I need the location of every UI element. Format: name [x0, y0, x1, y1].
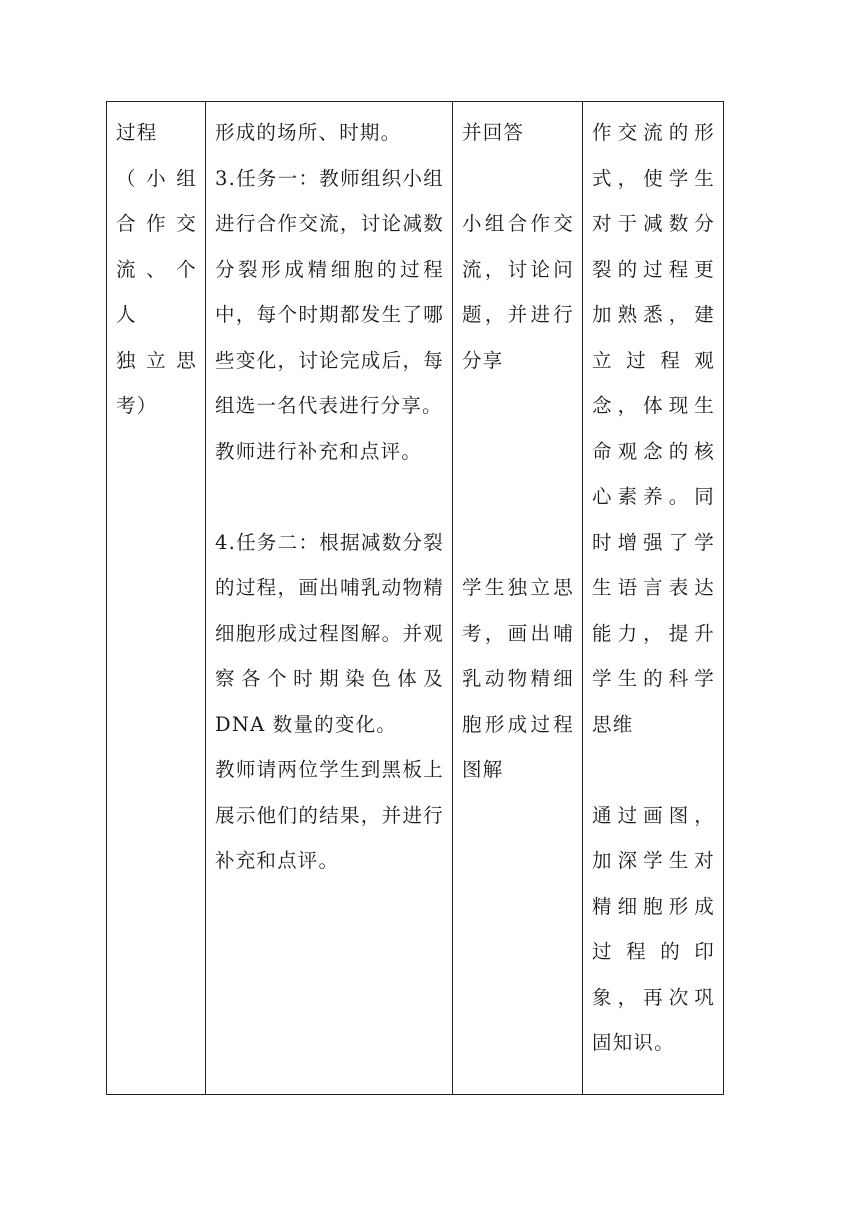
student-activity-cell	[453, 102, 583, 1095]
spacer	[462, 474, 574, 520]
spacer	[462, 520, 574, 566]
task-two-paragraph: 4.任务二：根据减数分裂的过程，画出哺乳动物精细胞形成过程图解。并观察各个时期染色体及 DNA 数量的变化。	[215, 530, 444, 736]
teacher-blackboard-paragraph: 教师请两位学生到黑板上展示他们的结果，并进行补充和点评。	[215, 758, 444, 872]
teacher-paragraph: 形成的场所、时期。	[215, 121, 402, 144]
spacer	[462, 429, 574, 475]
spacer	[462, 383, 574, 429]
task-one-paragraph: 3.任务一：教师组织小组进行合作交流，讨论减数分裂形成精细胞的过程中，每个时期都发生了哪些变化，讨论完成后，每组选一名代表进行分享。	[215, 166, 444, 417]
stage-cell	[107, 102, 206, 1095]
teacher-comment-paragraph: 教师进行补充和点评。	[215, 439, 423, 463]
stage-line: 合作交	[116, 212, 197, 235]
intent-drawing-paragraph: 通过画图，加深学生对精细胞形成过程的印象，再次巩固知识。	[592, 803, 715, 1054]
student-independent-paragraph: 学生独立思考，画出哺乳动物精细胞形成过程图解	[462, 576, 574, 781]
stage-line: 过程	[116, 121, 158, 144]
stage-line: 独立思	[116, 348, 197, 372]
teacher-activity-cell	[206, 102, 453, 1095]
spacer	[592, 747, 715, 793]
spacer	[462, 156, 574, 202]
student-group-paragraph: 小组合作交流，讨论问题，并进行分享	[462, 212, 574, 372]
intent-paragraph: 作交流的形式，使学生对于减数分裂的过程更加熟悉，建立过程观念，体现生命观念的核心素养。同时增强了学生语言表达能力，提升学生的科学思维	[592, 121, 715, 736]
stage-line: （小组	[116, 166, 197, 190]
lesson-plan-table	[106, 101, 724, 1095]
table-row	[107, 102, 724, 1095]
spacer	[215, 474, 444, 520]
design-intent-cell	[583, 102, 724, 1095]
stage-line: 流、个人	[116, 257, 197, 326]
student-paragraph: 并回答	[462, 121, 525, 144]
stage-line: 考）	[116, 394, 158, 417]
